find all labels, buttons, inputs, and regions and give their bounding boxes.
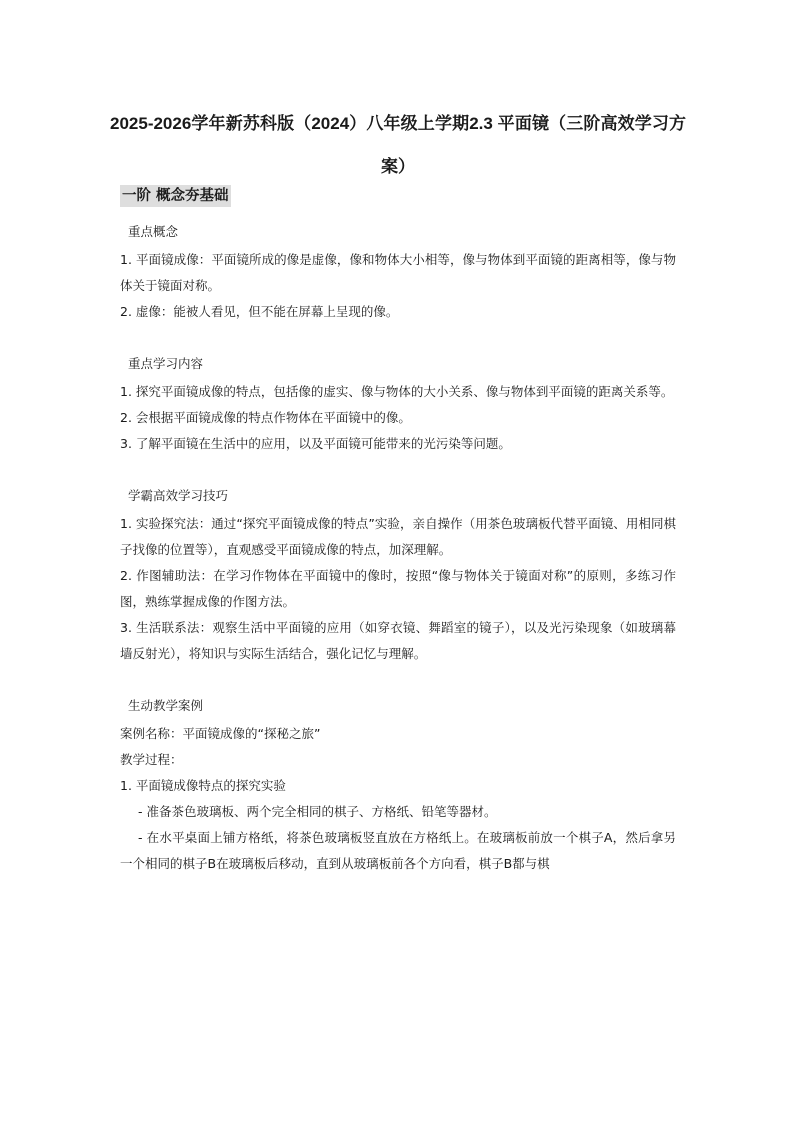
subheading-case: 生动教学案例	[128, 698, 204, 713]
subheading-skills: 学霸高效学习技巧	[128, 488, 229, 503]
subheading-key-content: 重点学习内容	[128, 356, 204, 371]
process-label: 教学过程：	[120, 752, 183, 767]
paragraph: 3. 生活联系法：观察生活中平面镜的应用（如穿衣镜、舞蹈室的镜子），以及光污染现象（如玻璃幕墙反射光），将知识与实际生活结合，强化记忆与理解。	[120, 620, 676, 661]
case-name: 案例名称：平面镜成像的“探秘之旅”	[120, 726, 321, 741]
subheading-key-concepts: 重点概念	[128, 224, 179, 239]
section-heading: 一阶 概念夯基础	[120, 185, 231, 207]
paragraph: 3. 了解平面镜在生活中的应用，以及平面镜可能带来的光污染等问题。	[120, 436, 511, 451]
bullet-item: - 准备茶色玻璃板、两个完全相同的棋子、方格纸、铅笔等器材。	[138, 804, 497, 819]
document-body	[120, 185, 676, 877]
paragraph: 2. 虚像：能被人看见，但不能在屏幕上呈现的像。	[120, 304, 399, 319]
paragraph: 1. 平面镜成像：平面镜所成的像是虚像，像和物体大小相等，像与物体到平面镜的距离相等，像与物体关于镜面对称。	[120, 252, 676, 293]
step-heading: 1. 平面镜成像特点的探究实验	[120, 778, 286, 793]
paragraph: 2. 作图辅助法：在学习作物体在平面镜中的像时，按照“像与物体关于镜面对称”的原则，多练习作图，熟练掌握成像的作图方法。	[120, 568, 676, 609]
paragraph: 1. 探究平面镜成像的特点，包括像的虚实、像与物体的大小关系、像与物体到平面镜的距离关系等。	[120, 384, 674, 399]
paragraph: 1. 实验探究法：通过“探究平面镜成像的特点”实验，亲自操作（用茶色玻璃板代替平面镜、用相同棋子找像的位置等），直观感受平面镜成像的特点，加深理解。	[120, 516, 676, 557]
bullet-item: - 在水平桌面上铺方格纸，将茶色玻璃板竖直放在方格纸上。在玻璃板前放一个棋子A，然后拿另一个相同的棋子B在玻璃板后移动，直到从玻璃板前各个方向看，棋子B都与棋	[120, 830, 676, 871]
document-title: 2025-2026学年新苏科版（2024）八年级上学期2.3 平面镜（三阶高效学习方案）	[110, 114, 686, 176]
paragraph: 2. 会根据平面镜成像的特点作物体在平面镜中的像。	[120, 410, 411, 425]
